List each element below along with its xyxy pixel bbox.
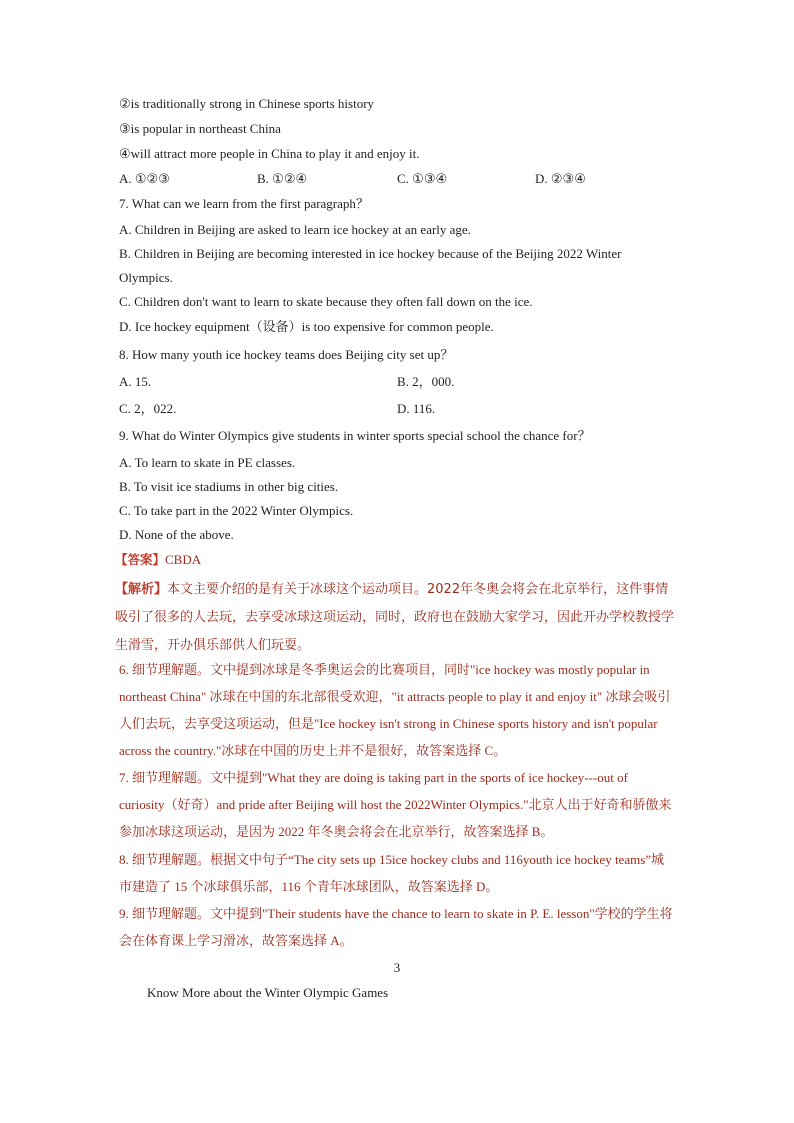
item-3: ③is popular in northeast China (119, 121, 281, 136)
q8-option-c: C. 2，022. (119, 401, 177, 416)
q6-option-a: A. ①②③ (119, 171, 170, 186)
q7-option-c: C. Children don't want to learn to skate because they often fall down on the ice. (119, 294, 533, 309)
answer-label: 【答案】 (115, 552, 166, 567)
q6-option-c: C. ①③④ (397, 171, 448, 186)
analysis-summary (115, 575, 675, 659)
q7-option-d: D. Ice hockey equipment（设备）is too expensive for common people. (119, 319, 494, 334)
item-4: ④will attract more people in China to play it and enjoy it. (119, 146, 420, 161)
q9-option-a: A. To learn to skate in PE classes. (119, 455, 296, 470)
next-passage-title: Know More about the Winter Olympic Games (147, 985, 389, 1000)
analysis-label: 【解析】 (115, 582, 168, 597)
q8-option-b: B. 2，000. (397, 374, 455, 389)
explanation-7: 7. 细节理解题。文中提到"What they are doing is taking part in the sports of ice hockey---out of curiosity（好奇）and pride after Beijing will host the 2022Winter Olympics."北京人出于好奇和骄傲来参加冰球这项运动，是因为 2022 年冬奥会将会在北京举行，故答案选择 B。 (119, 770, 672, 839)
q8-option-d: D. 116. (397, 401, 436, 416)
q7-option-b-cont: Olympics. (119, 270, 173, 285)
q9-option-b: B. To visit ice stadiums in other big cities. (119, 479, 339, 494)
q9-stem: 9. What do Winter Olympics give students in winter sports special school the chance for？ (119, 428, 591, 443)
answer-value: CBDA (165, 552, 202, 567)
q8-option-a: A. 15. (119, 374, 152, 389)
answer-line (115, 551, 675, 569)
item-2: ②is traditionally strong in Chinese sports history (119, 96, 375, 111)
q8-stem: 8. How many youth ice hockey teams does Beijing city set up？ (119, 347, 454, 362)
explanation-8: 8. 细节理解题。根据文中句子“The city sets up 15ice hockey clubs and 116youth ice hockey teams”城市建造了 15 个冰球俱乐部，116 个青年冰球团队，故答案选择 D。 (119, 852, 665, 894)
q6-option-d: D. ②③④ (535, 171, 586, 186)
explanation-6: 6. 细节理解题。文中提到冰球是冬季奥运会的比赛项目，同时"ice hockey was mostly popular in northeast China" 冰球在中国的东北部很受欢迎，"it attracts people to play it and enjoy it" 冰球会吸引人们去玩，去享受这项运动，但是"Ice hockey isn't strong in Chinese sports history and isn't popular across the country."冰球在中国的历史上并不是很好，故答案选择 C。 (119, 662, 671, 758)
q7-option-a: A. Children in Beijing are asked to learn ice hockey at an early age. (119, 222, 471, 237)
explanation-9: 9. 细节理解题。文中提到"Their students have the chance to learn to skate in P. E. lesson"学校的学生将会在体育课上学习滑冰，故答案选择 A。 (119, 906, 673, 948)
analysis-summary-text: 本文主要介绍的是有关于冰球这个运动项目。2022年冬奥会将会在北京举行，这件事情吸引了很多的人去玩，去享受冰球这项运动，同时，政府也在鼓励大家学习，因此开办学校教授学生滑雪，开办俱乐部供人们玩耍。 (115, 582, 675, 653)
q6-option-b: B. ①②④ (257, 171, 308, 186)
q7-stem: 7. What can we learn from the first paragraph？ (119, 196, 369, 211)
q9-option-c: C. To take part in the 2022 Winter Olympics. (119, 503, 354, 518)
q7-option-b: B. Children in Beijing are becoming interested in ice hockey because of the Beijing 2022 Winter (119, 246, 622, 261)
q9-option-d: D. None of the above. (119, 527, 234, 542)
page-number: 3 (393, 960, 401, 975)
